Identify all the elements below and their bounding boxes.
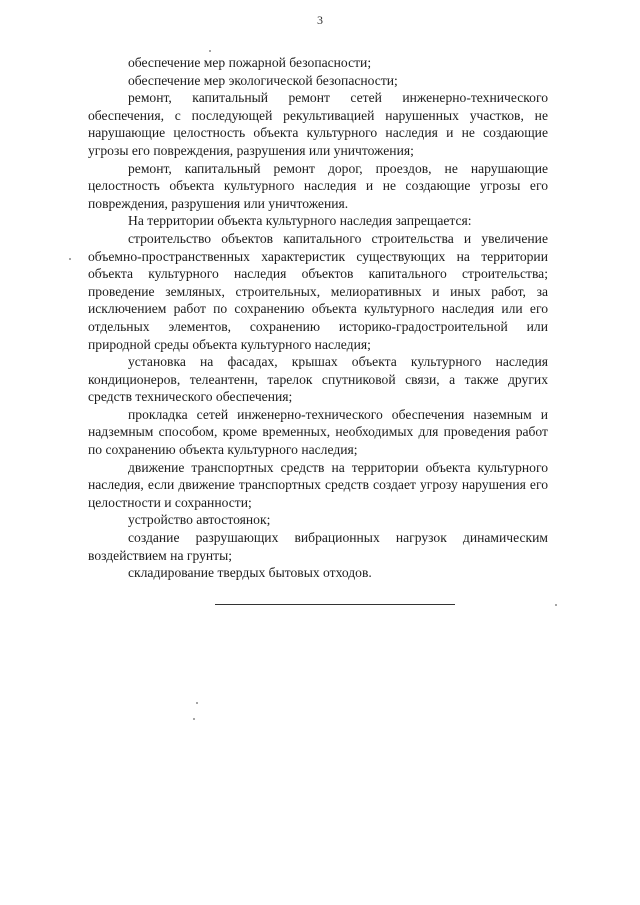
paragraph-environmental-safety: обеспечение мер экологической безопасности; bbox=[128, 72, 398, 88]
scan-speck bbox=[196, 702, 198, 704]
document-body bbox=[88, 54, 548, 582]
paragraph-vibration-loads: создание разрушающих вибрационных нагрузок динамическим воздействием на грунты; bbox=[88, 530, 548, 563]
paragraph-prohibited-heading: На территории объекта культурного наследия запрещается: bbox=[128, 213, 472, 229]
closing-rule bbox=[215, 604, 455, 605]
paragraph-network-laying: прокладка сетей инженерно-технического обеспечения наземным и надземным способом, кроме временных, необходимых для проведения работ по сохранению объекта культурного наследия; bbox=[88, 406, 548, 458]
paragraph-vehicle-traffic: движение транспортных средств на территории объекта культурного наследия, если движение транспортных средств создает угрозу нарушения его целостности и сохранности; bbox=[88, 459, 548, 510]
scan-speck bbox=[209, 50, 211, 52]
paragraph-parking-lots: устройство автостоянок; bbox=[128, 512, 271, 528]
paragraph-roads-repair: ремонт, капитальный ремонт дорог, проездов, не нарушающие целостность объекта культурного наследия и не создающие угрозы его повреждения, разрушения или уничтожения. bbox=[88, 160, 548, 211]
paragraph-waste-storage: складирование твердых бытовых отходов. bbox=[128, 565, 372, 581]
paragraph-facade-equipment: установка на фасадах, крышах объекта культурного наследия кондиционеров, телеантенн, тарелок спутниковой связи, а также других средств технического обеспечения; bbox=[88, 354, 548, 405]
page-number: 3 bbox=[317, 13, 323, 27]
paragraph-engineering-networks-repair: ремонт, капитальный ремонт сетей инженерно-технического обеспечения, с последующей рекультивацией нарушенных участков, не нарушающие целостность объекта культурного наследия и не создающие угрозы его повреждения, разрушения или уничтожения; bbox=[88, 90, 548, 158]
scan-speck bbox=[193, 718, 195, 720]
scan-speck bbox=[69, 258, 71, 260]
paragraph-fire-safety: обеспечение мер пожарной безопасности; bbox=[128, 55, 372, 70]
scan-speck bbox=[555, 604, 557, 606]
paragraph-construction-prohibited: строительство объектов капитального строительства и увеличение объемно-пространственных характеристик существующих на территории объекта культурного наследия объектов капитального строительства; проведение земляных, строительных, мелиоративных и иных работ, за исключением работ по сохранению объекта культурного наследия или его отдельных элементов, сохранению историко-градостроительной или природной среды объекта культурного наследия; bbox=[88, 230, 548, 352]
